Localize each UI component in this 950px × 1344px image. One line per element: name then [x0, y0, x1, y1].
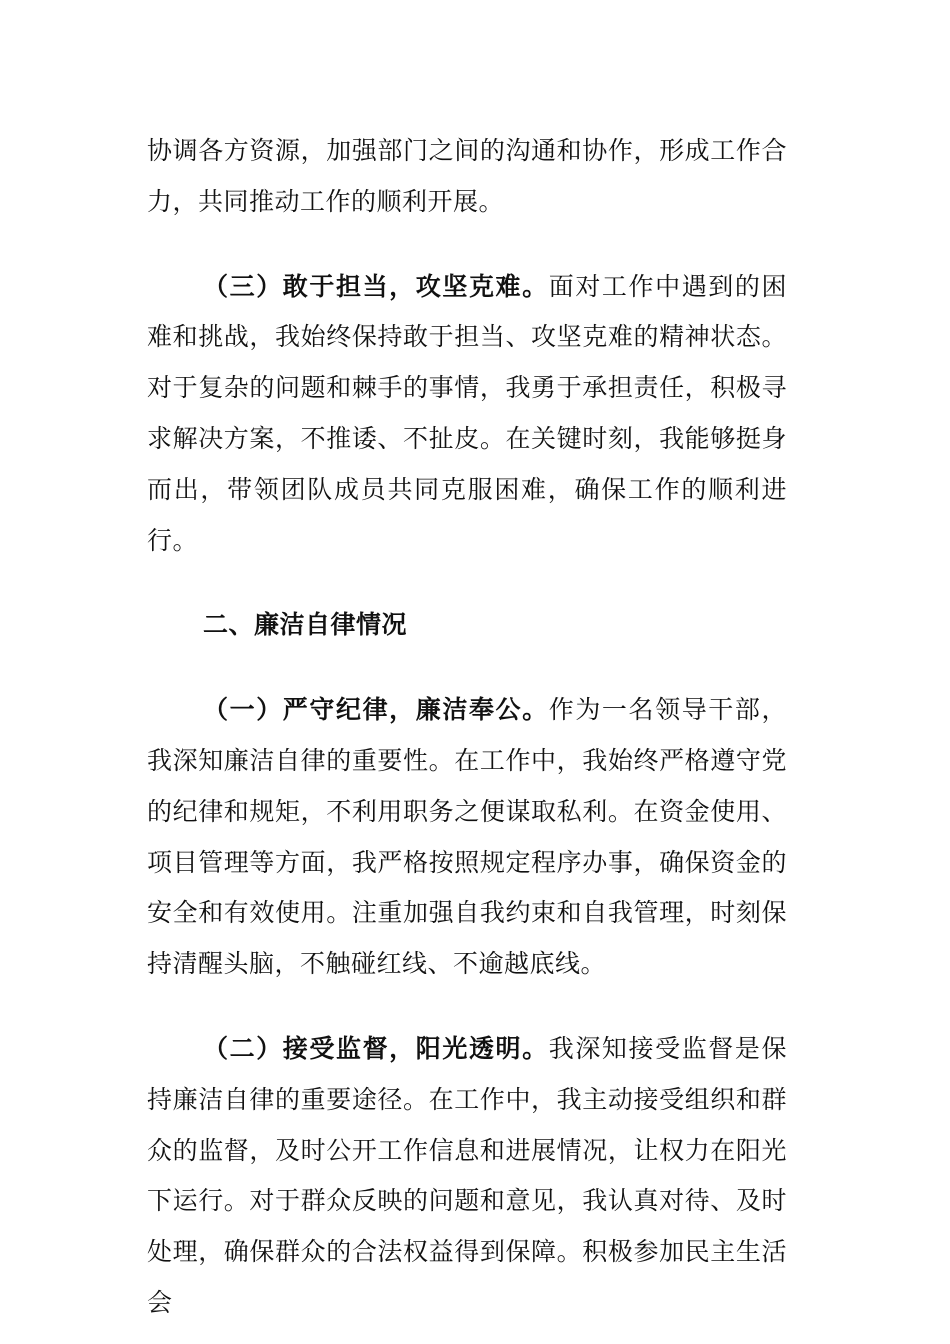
paragraph-lead-heading: （三）敢于担当，攻坚克难。 [203, 271, 549, 301]
paragraph-text: 作为一名领导干部，我深知廉洁自律的重要性。在工作中，我始终严格遵守党的纪律和规矩，不利用职务之便谋取私利。在资金使用、项目管理等方面，我严格按照规定程序办事，确保资金的安全和有效使用。注重加强自我约束和自我管理，时刻保持清醒头脑，不触碰红线、不逾越底线。 [147, 695, 787, 979]
paragraph-one-discipline [147, 685, 787, 990]
paragraph-text: 协调各方资源，加强部门之间的沟通和协作，形成工作合力，共同推动工作的顺利开展。 [147, 136, 787, 216]
paragraph-gap [147, 651, 787, 685]
section-heading: 二、廉洁自律情况 [203, 610, 408, 640]
paragraph-gap [147, 566, 787, 600]
paragraph-text: 我深知接受监督是保持廉洁自律的重要途径。在工作中，我主动接受组织和群众的监督，及时公开工作信息和进展情况，让权力在阳光下运行。对于群众反映的问题和意见，我认真对待、及时处理，确保群众的合法权益得到保障。积极参加民主生活会 [147, 1033, 787, 1317]
paragraph-gap [147, 228, 787, 262]
paragraph-lead-heading: （一）严守纪律，廉洁奉公。 [203, 695, 549, 725]
document-page [147, 126, 787, 1329]
paragraph-two-supervision [147, 1024, 787, 1329]
paragraph-gap [147, 990, 787, 1024]
paragraph-text: 面对工作中遇到的困难和挑战，我始终保持敢于担当、攻坚克难的精神状态。对于复杂的问题和棘手的事情，我勇于承担责任，积极寻求解决方案，不推诿、不扯皮。在关键时刻，我能够挺身而出，带领团队成员共同克服困难，确保工作的顺利进行。 [147, 271, 787, 555]
paragraph-continued [147, 126, 787, 228]
paragraph-three-responsibility [147, 262, 787, 567]
paragraph-lead-heading: （二）接受监督，阳光透明。 [203, 1033, 549, 1063]
